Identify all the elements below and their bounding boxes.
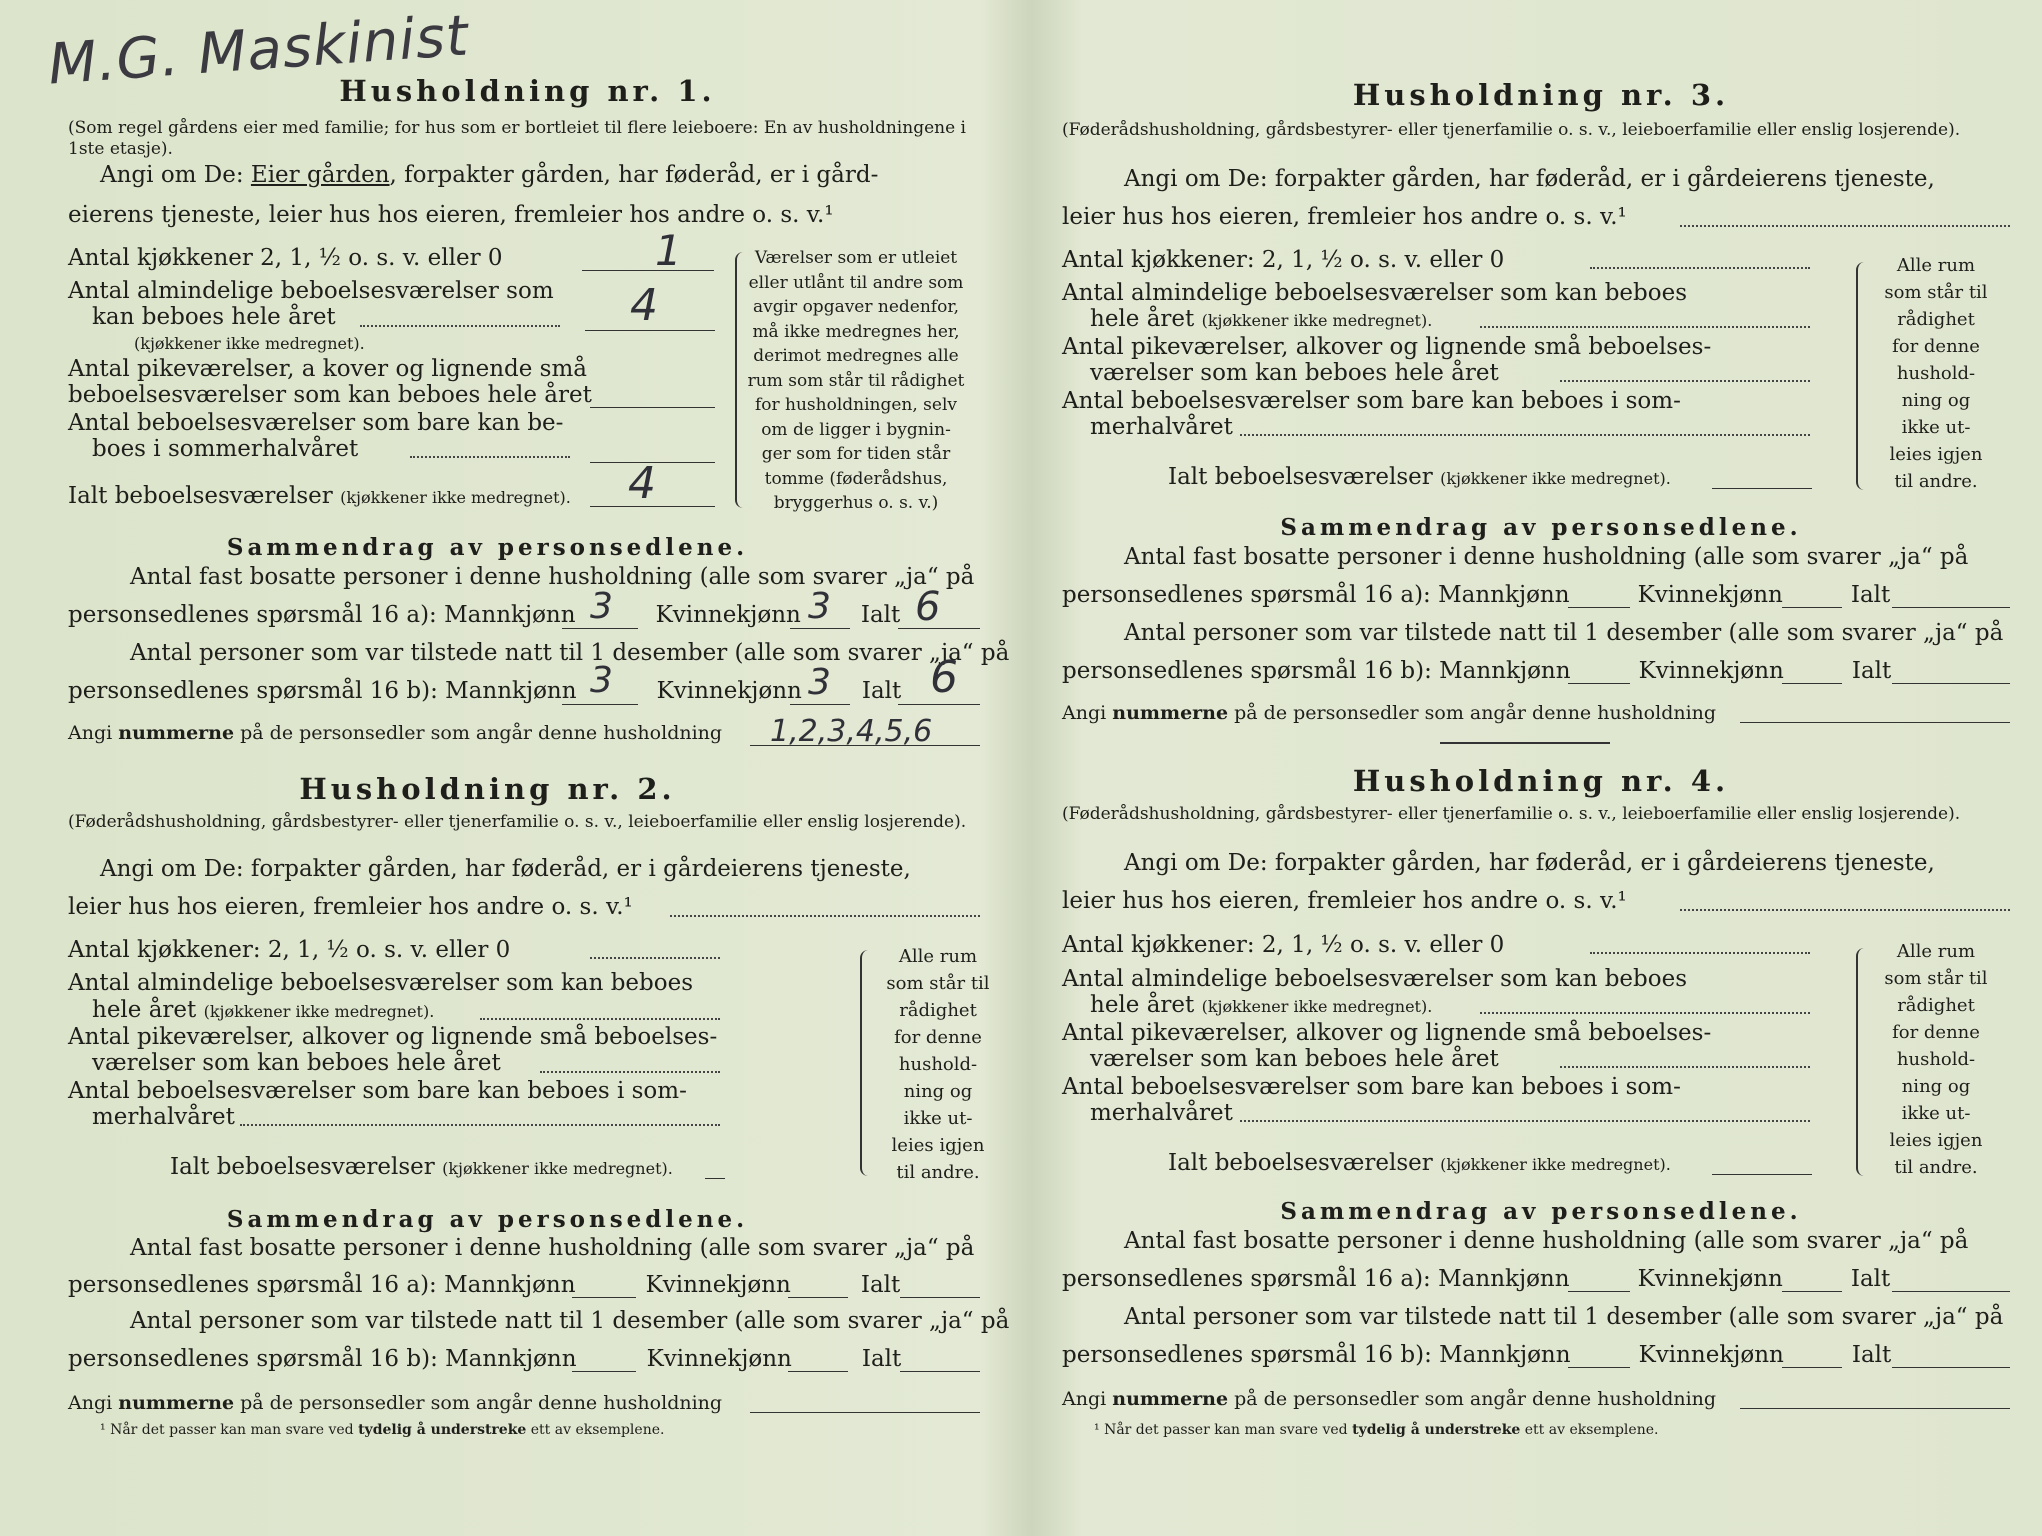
side-note-line: ikke ut- — [903, 1108, 973, 1129]
side-note-line: ikke ut- — [1901, 417, 1971, 438]
right-footnote: ¹ Når det passer kan man svare ved tydelig å understreke ett av eksemplene. — [1094, 1422, 1659, 1438]
h4-sum-a1: Antal fast bosatte personer i denne husholdning (alle som svarer „ja“ på — [1124, 1228, 1969, 1254]
h1-title: Husholdning nr. 1. — [339, 74, 716, 108]
side-note-line: for husholdningen, selv — [754, 395, 958, 415]
side-note-line: leies igjen — [1889, 1130, 1983, 1151]
left-page — [0, 0, 1015, 1536]
h4-sum-b2: personsedlenes spørsmål 16 b): Mannkjønn Kvinnekjønn Ialt — [1062, 1342, 1892, 1368]
h1-q-total: Ialt beboelsesværelser (kjøkkener ikke medregnet). — [68, 483, 571, 509]
h3-q-summer-b: merhalvåret — [1090, 414, 1233, 440]
h2-q-small-a: Antal pikeværelser, alkover og lignende små beboelses- — [68, 1024, 718, 1050]
h3-q-summer-a: Antal beboelsesværelser som bare kan beboes i som- — [1062, 388, 1681, 414]
h1-sum-a1: Antal fast bosatte personer i denne husholdning (alle som svarer „ja“ på — [130, 564, 975, 590]
side-note-line: Alle rum — [1896, 941, 1976, 962]
left-footnote: ¹ Når det passer kan man svare ved tydelig å understreke ett av eksemplene. — [100, 1422, 665, 1438]
h3-q-small-a: Antal pikeværelser, alkover og lignende små beboelses- — [1062, 334, 1712, 360]
h3-numbers: Angi nummerne på de personsedler som angår denne husholdning — [1062, 702, 1717, 724]
h3-sum-title: Sammendrag av personsedlene. — [1280, 514, 1802, 541]
side-note-line: som står til — [1884, 282, 1988, 303]
h2-side-note — [868, 943, 1008, 1186]
h3-sum-a2: personsedlenes spørsmål 16 a): Mannkjønn Kvinnekjønn Ialt — [1062, 582, 1891, 608]
h4-note: (Føderådshusholdning, gårdsbestyrer- eller tjenerfamilie o. s. v., leieboerfamilie eller enslig losjerende). — [1062, 804, 1961, 824]
side-note-line: rådighet — [1897, 995, 1975, 1016]
h1-numbers: Angi nummerne på de personsedler som angår denne husholdning — [68, 722, 723, 744]
side-note-line: rum som står til rådighet — [747, 370, 965, 391]
side-note-line: ning og — [903, 1081, 973, 1102]
h3-angi1: Angi om De: forpakter gården, har føderåd, er i gårdeierens tjeneste, — [1124, 166, 1935, 192]
side-note-line: til andre. — [1894, 471, 1978, 492]
side-note-line: ikke ut- — [1901, 1103, 1971, 1124]
side-note-line: som står til — [886, 973, 990, 994]
side-note-line: derimot medregnes alle — [753, 346, 959, 366]
side-note-line: til andre. — [896, 1162, 980, 1183]
h1-val-b-k: 3 — [808, 662, 831, 703]
h4-q-kitchens: Antal kjøkkener: 2, 1, ½ o. s. v. eller 0 — [1062, 932, 1505, 958]
h3-q-total: Ialt beboelsesværelser (kjøkkener ikke medregnet). — [1168, 464, 1671, 490]
h1-sum-title: Sammendrag av personsedlene. — [226, 534, 749, 561]
h2-sum-title: Sammendrag av personsedlene. — [226, 1206, 749, 1233]
h2-sum-b2: personsedlenes spørsmål 16 b): Mannkjønn Kvinnekjønn Ialt — [68, 1346, 902, 1372]
h2-q-rooms-a: Antal almindelige beboelsesværelser som kan beboes — [68, 970, 694, 996]
h1-val-a-t: 6 — [915, 584, 941, 630]
h2-q-summer-a: Antal beboelsesværelser som bare kan beboes i som- — [68, 1078, 687, 1104]
right-page — [1040, 0, 2042, 1536]
h4-side-note — [1866, 938, 2006, 1181]
h3-title: Husholdning nr. 3. — [1352, 78, 1730, 112]
h2-note: (Føderådshusholdning, gårdsbestyrer- eller tjenerfamilie o. s. v., leieboerfamilie eller enslig losjerende). — [68, 812, 967, 832]
side-note-line: ger som for tiden står — [761, 444, 951, 464]
h2-q-summer-b: merhalvåret — [92, 1104, 235, 1130]
side-note-line: hushold- — [898, 1054, 978, 1075]
h2-sum-a1: Antal fast bosatte personer i denne husholdning (alle som svarer „ja“ på — [130, 1235, 975, 1261]
side-note-line: rådighet — [1897, 309, 1975, 330]
h1-q-rooms-b: kan beboes hele året — [92, 304, 336, 330]
h3-sum-a1: Antal fast bosatte personer i denne husholdning (alle som svarer „ja“ på — [1124, 544, 1969, 570]
h4-q-rooms: hele året (kjøkkener ikke medregnet). — [1090, 992, 1433, 1018]
h1-val-total: 4 — [628, 458, 656, 509]
side-note-line: som står til — [1884, 968, 1988, 989]
h4-sum-title: Sammendrag av personsedlene. — [1280, 1198, 1802, 1225]
h1-val-b-m: 3 — [590, 660, 613, 701]
h2-angi1: Angi om De: forpakter gården, har føderåd, er i gårdeierens tjeneste, — [100, 856, 911, 882]
side-note-line: for denne — [1892, 1022, 1980, 1043]
h4-q-small-b: værelser som kan beboes hele året — [1090, 1046, 1499, 1072]
h1-val-rooms: 4 — [630, 280, 658, 331]
h3-sum-b1: Antal personer som var tilstede natt til 1 desember (alle som svarer „ja“ på — [1124, 620, 2004, 646]
side-note-line: leies igjen — [1889, 444, 1983, 465]
h1-q-small-b: beboelsesværelser som kan beboes hele året — [68, 382, 592, 408]
h2-numbers: Angi nummerne på de personsedler som angår denne husholdning — [68, 1392, 723, 1414]
h2-angi2: leier hus hos eieren, fremleier hos andre o. s. v.¹ — [68, 894, 633, 920]
h3-q-rooms: hele året (kjøkkener ikke medregnet). — [1090, 306, 1433, 332]
h2-title: Husholdning nr. 2. — [299, 772, 676, 806]
side-note-line: avgir opgaver nedenfor, — [752, 297, 959, 317]
side-note-line: om de ligger i bygnin- — [761, 419, 951, 440]
h1-sum-a2: personsedlenes spørsmål 16 a): Mannkjønn Kvinnekjønn Ialt — [68, 602, 901, 628]
h3-q-small-b: værelser som kan beboes hele året — [1090, 360, 1499, 386]
handwritten-header: M.G. Maskinist — [46, 3, 471, 98]
h2-q-small-b: værelser som kan beboes hele året — [92, 1050, 501, 1076]
side-note-line: til andre. — [1894, 1157, 1978, 1178]
h2-sum-a2: personsedlenes spørsmål 16 a): Mannkjønn Kvinnekjønn Ialt — [68, 1272, 901, 1298]
h3-q-rooms-a: Antal almindelige beboelsesværelser som kan beboes — [1062, 280, 1688, 306]
h1-val-kitchens: 1 — [655, 226, 682, 275]
h2-q-rooms: hele året (kjøkkener ikke medregnet). — [92, 997, 435, 1023]
side-note-line: Værelser som er utleiet — [754, 248, 958, 268]
h1-val-a-k: 3 — [808, 586, 831, 627]
side-note-line: ning og — [1901, 1076, 1971, 1097]
h4-q-small-a: Antal pikeværelser, alkover og lignende små beboelses- — [1062, 1020, 1712, 1046]
side-note-line: Alle rum — [898, 946, 978, 967]
h1-sum-b2: personsedlenes spørsmål 16 b): Mannkjønn Kvinnekjønn Ialt — [68, 678, 902, 704]
side-note-line: for denne — [894, 1027, 982, 1048]
side-note-line: bryggerhus o. s. v.) — [773, 493, 939, 513]
section-divider — [1440, 742, 1610, 744]
h1-sum-b1: Antal personer som var tilstede natt til 1 desember (alle som svarer „ja“ på — [130, 640, 1010, 666]
h1-val-b-t: 6 — [930, 652, 958, 703]
side-note-line: hushold- — [1896, 1049, 1976, 1070]
h4-q-total: Ialt beboelsesværelser (kjøkkener ikke medregnet). — [1168, 1150, 1671, 1176]
h2-q-total: Ialt beboelsesværelser (kjøkkener ikke medregnet). — [170, 1154, 673, 1180]
h1-q-summer-b: boes i sommerhalvåret — [92, 436, 359, 462]
side-note-line: ning og — [1901, 390, 1971, 411]
h4-title: Husholdning nr. 4. — [1352, 764, 1730, 798]
h1-angi-line1: Angi om De: Eier gården, forpakter gården, har føderåd, er i gård- — [100, 162, 879, 188]
h1-answer-underlined: Eier gården — [250, 162, 390, 188]
h4-q-summer-b: merhalvåret — [1090, 1100, 1233, 1126]
h4-angi2: leier hus hos eieren, fremleier hos andre o. s. v.¹ — [1062, 888, 1627, 914]
side-note-line: hushold- — [1896, 363, 1976, 384]
h2-q-kitchens: Antal kjøkkener: 2, 1, ½ o. s. v. eller 0 — [68, 937, 511, 963]
h1-q-rooms-c: (kjøkkener ikke medregnet). — [134, 334, 365, 353]
h4-numbers: Angi nummerne på de personsedler som angår denne husholdning — [1062, 1388, 1717, 1410]
h1-q-rooms-a: Antal almindelige beboelsesværelser som — [68, 278, 554, 304]
side-note-line: må ikke medregnes her, — [752, 321, 960, 342]
h1-q-small-a: Antal pikeværelser, a kover og lignende små — [68, 356, 587, 382]
side-note-line: for denne — [1892, 336, 1980, 357]
side-note-line: tomme (føderådshus, — [764, 468, 948, 489]
h4-q-summer-a: Antal beboelsesværelser som bare kan beboes i som- — [1062, 1074, 1681, 1100]
side-note-line: leies igjen — [891, 1135, 985, 1156]
side-note-line: Alle rum — [1896, 255, 1976, 276]
h4-angi1: Angi om De: forpakter gården, har føderåd, er i gårdeierens tjeneste, — [1124, 850, 1935, 876]
side-note-line: eller utlånt til andre som — [748, 272, 964, 293]
h3-angi2: leier hus hos eieren, fremleier hos andre o. s. v.¹ — [1062, 204, 1627, 230]
h1-q-summer-a: Antal beboelsesværelser som bare kan be- — [68, 410, 564, 436]
h1-val-numbers: 1,2,3,4,5,6 — [770, 714, 933, 749]
h3-sum-b2: personsedlenes spørsmål 16 b): Mannkjønn Kvinnekjønn Ialt — [1062, 658, 1892, 684]
h3-side-note — [1866, 252, 2006, 495]
h2-sum-b1: Antal personer som var tilstede natt til 1 desember (alle som svarer „ja“ på — [130, 1308, 1010, 1334]
h1-val-a-m: 3 — [590, 586, 613, 627]
h4-q-rooms-a: Antal almindelige beboelsesværelser som kan beboes — [1062, 966, 1688, 992]
side-note-line: rådighet — [899, 1000, 977, 1021]
h3-note: (Føderådshusholdning, gårdsbestyrer- eller tjenerfamilie o. s. v., leieboerfamilie eller enslig losjerende). — [1062, 120, 1961, 140]
h1-q-kitchens: Antal kjøkkener 2, 1, ½ o. s. v. eller 0 — [68, 245, 503, 271]
h3-q-kitchens: Antal kjøkkener: 2, 1, ½ o. s. v. eller 0 — [1062, 247, 1505, 273]
h1-side-note — [742, 246, 970, 516]
h1-angi-line2: eierens tjeneste, leier hus hos eieren, fremleier hos andre o. s. v.¹ — [68, 202, 834, 228]
h1-note: (Som regel gårdens eier med familie; for hus som er bortleiet til flere leieboere: En av husholdningene i 1ste etasje). — [68, 118, 966, 159]
h4-sum-a2: personsedlenes spørsmål 16 a): Mannkjønn Kvinnekjønn Ialt — [1062, 1266, 1891, 1292]
h4-sum-b1: Antal personer som var tilstede natt til 1 desember (alle som svarer „ja“ på — [1124, 1304, 2004, 1330]
